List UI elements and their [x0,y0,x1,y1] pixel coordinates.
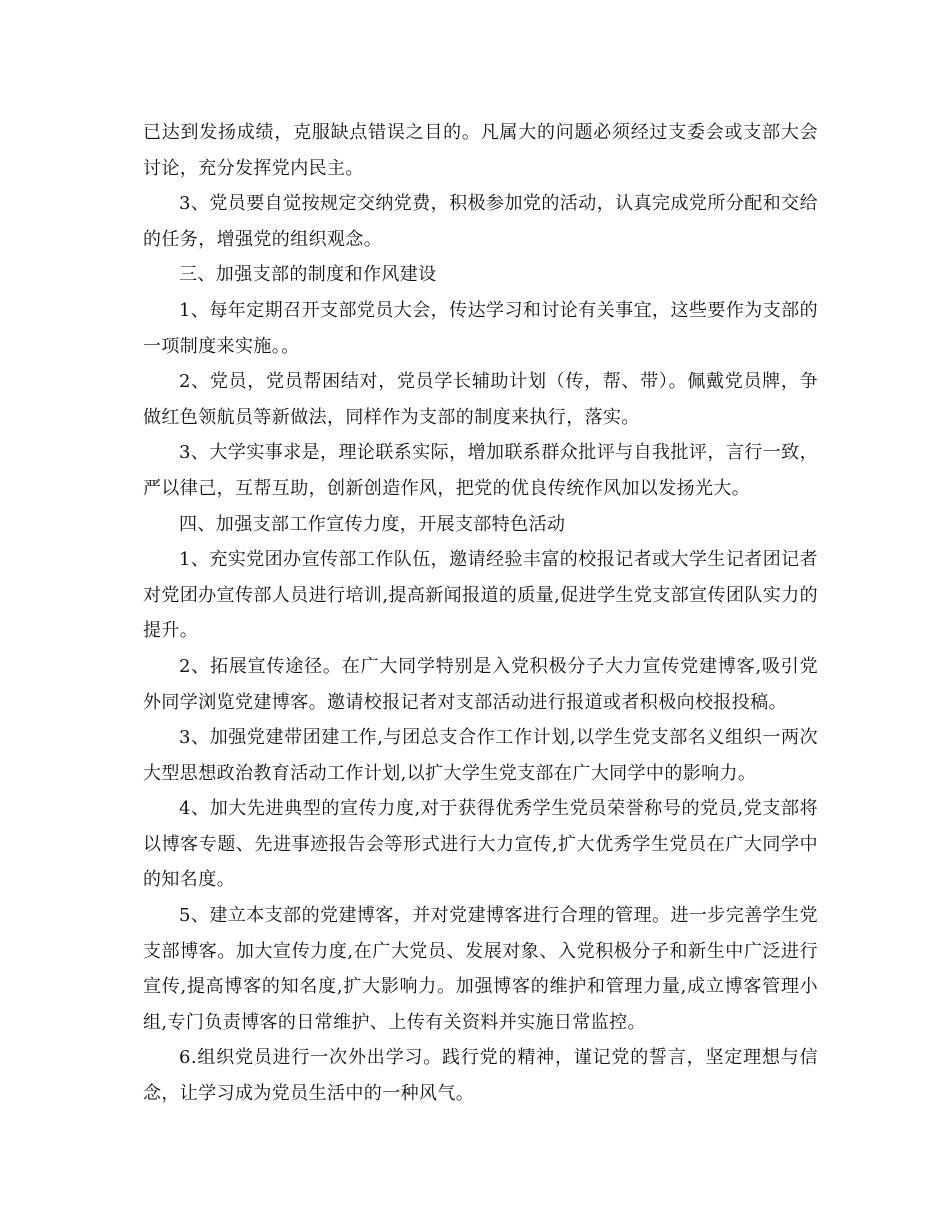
paragraph-4: 1、每年定期召开支部党员大会，传达学习和讨论有关事宜，这些要作为支部的一项制度来实施。。 [143,299,818,357]
paragraph-2: 3、党员要自觉按规定交纳党费，积极参加党的活动，认真完成党所分配和交给的任务，增强党的组织观念。 [143,193,818,250]
document-body [143,115,818,1112]
paragraph-8: 1、充实党团办宣传部工作队伍，邀请经验丰富的校报记者或大学生记者团记者对党团办宣传部人员进行培训,提高新闻报道的质量,促进学生党支部宣传团队实力的提升。 [143,549,818,642]
paragraph-13: 6.组织党员进行一次外出学习。践行党的精神，谨记党的誓言，坚定理想与信念，让学习成为党员生活中的一种风气。 [143,1047,818,1105]
paragraph-5: 2、党员，党员帮困结对，党员学长辅助计划（传，帮、带）。佩戴党员牌，争做红色领航员等新做法，同样作为支部的制度来执行，落实。 [143,371,818,428]
paragraph-6: 3、大学实事求是，理论联系实际，增加联系群众批评与自我批评，言行一致，严以律己，互帮互助，创新创造作风，把党的优良传统作风加以发扬光大。 [143,442,818,499]
paragraph-10: 3、加强党建带团建工作,与团总支合作工作计划,以学生党支部名义组织一两次大型思想政治教育活动工作计划,以扩大学生党支部在广大同学中的影响力。 [143,727,818,784]
paragraph-1: 已达到发扬成绩，克服缺点错误之目的。凡属大的问题必须经过支委会或支部大会讨论，充分发挥党内民主。 [143,122,818,179]
paragraph-12: 5、建立本支部的党建博客，并对党建博客进行合理的管理。进一步完善学生党支部博客。加大宣传力度,在广大党员、发展对象、入党积极分子和新生中广泛进行宣传,提高博客的知名度,扩大影响力。加强博客的维护和管理力量,成立博客管理小组,专门负责博客的日常维护、上传有关资料并实施日常监控。 [143,905,818,1033]
section-heading-4: 四、加强支部工作宣传力度，开展支部特色活动 [179,513,566,535]
paragraph-9: 2、拓展宣传途径。在广大同学特别是入党积极分子大力宣传党建博客,吸引党外同学浏览党建博客。邀请校报记者对支部活动进行报道或者积极向校报投稿。 [143,655,818,713]
paragraph-11: 4、加大先进典型的宣传力度,对于获得优秀学生党员荣誉称号的党员,党支部将以博客专题、先进事迹报告会等形式进行大力宣传,扩大优秀学生党员在广大同学中的知名度。 [143,798,818,891]
section-heading-3: 三、加强支部的制度和作风建设 [179,264,437,286]
